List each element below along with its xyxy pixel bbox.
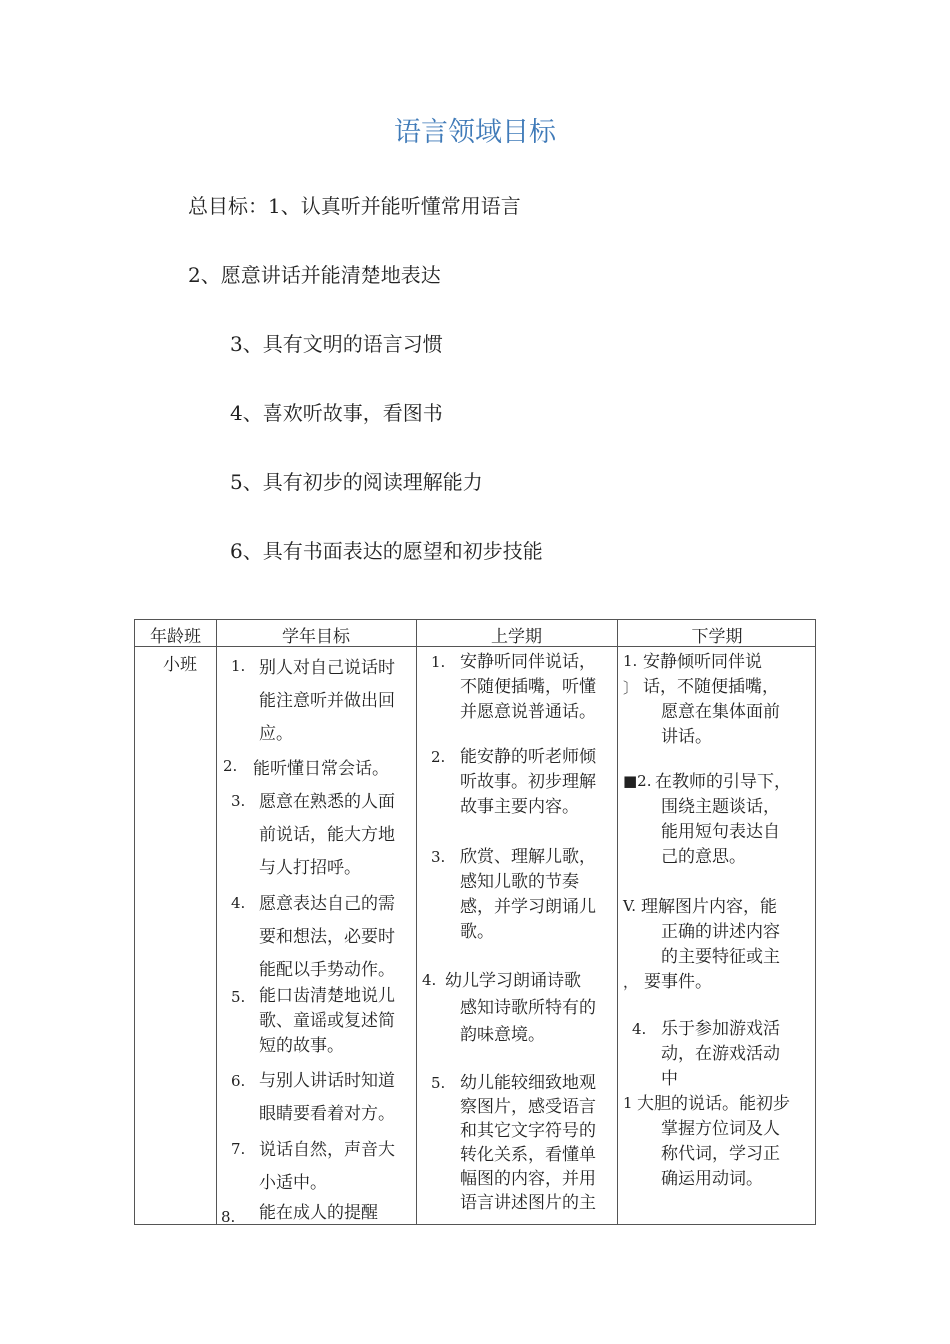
header-first-term: 上学期 <box>491 627 542 647</box>
goal-5: 5、具有初步的阅读理解能力 <box>230 470 483 494</box>
col-divider <box>617 620 618 1224</box>
header-second-term: 下学期 <box>691 627 743 647</box>
col-divider <box>216 620 217 1224</box>
page-title: 语言领域目标 <box>394 117 556 148</box>
goal-3: 3、具有文明的语言习惯 <box>230 332 443 356</box>
goals-table: 年龄班 学年目标 上学期 下学期 小班 1. 别人对自己说话时 能注意听并做出回 应。 2. 能听懂日常会话。 3. 愿意在熟悉的人面 前说话，能大方地 与人打招呼。 4. 愿意表达自己的需 要和想法，必要时 能配以手势动作。 5. 能口齿清楚地说儿 歌、童谣或复述简 短的故事。 6. 与别人讲话时知道 眼睛要看着对方。 7. 说话自然，声音大 小适中。 8. 能在成人的提醒 1. 安静听同伴说话， 不随便插嘴，听懂 并愿意说普通话。 2. 能安静的听老师倾 听故事。初步理解 故事主要内容。 3. 欣赏、理解儿歌， 感知儿歌的节奏 感，并学习朗诵儿 歌。 4. 幼儿学习朗诵诗歌 感知诗歌所特有的 韵味意境。 5. 幼儿能较细致地观 察图片，感受语言 和其它文字符号的 转化关系，看懂单 幅图的内容，并用 语言讲述图片的主 1. 〕 安静倾听同伴说 话，不随便插嘴， 愿意在集体面前 讲话。 ■2. 在教师的引导下， 围绕主题谈话， 能用短句表达自 己的意思。 V. ， 理解图片内容，能 正确的讲述内容 的主要特征或主 要事件。 4. 乐于参加游戏活 动，在游戏活动 中 1 大胆的说话。能初步 掌握方位词及人 称代词，学习正 确运用动词。 <box>134 619 816 1225</box>
col-divider <box>416 620 417 1224</box>
header-age-class: 年龄班 <box>150 627 201 647</box>
header-year-goals: 学年目标 <box>282 627 350 647</box>
goal-4: 4、喜欢听故事，看图书 <box>230 401 443 425</box>
goal-6: 6、具有书面表达的愿望和初步技能 <box>230 539 543 563</box>
class-name: 小班 <box>163 655 197 675</box>
goal-2: 2、愿意讲话并能清楚地表达 <box>188 263 441 287</box>
goal-total: 总目标：1、认真听并能听懂常用语言 <box>188 194 521 218</box>
